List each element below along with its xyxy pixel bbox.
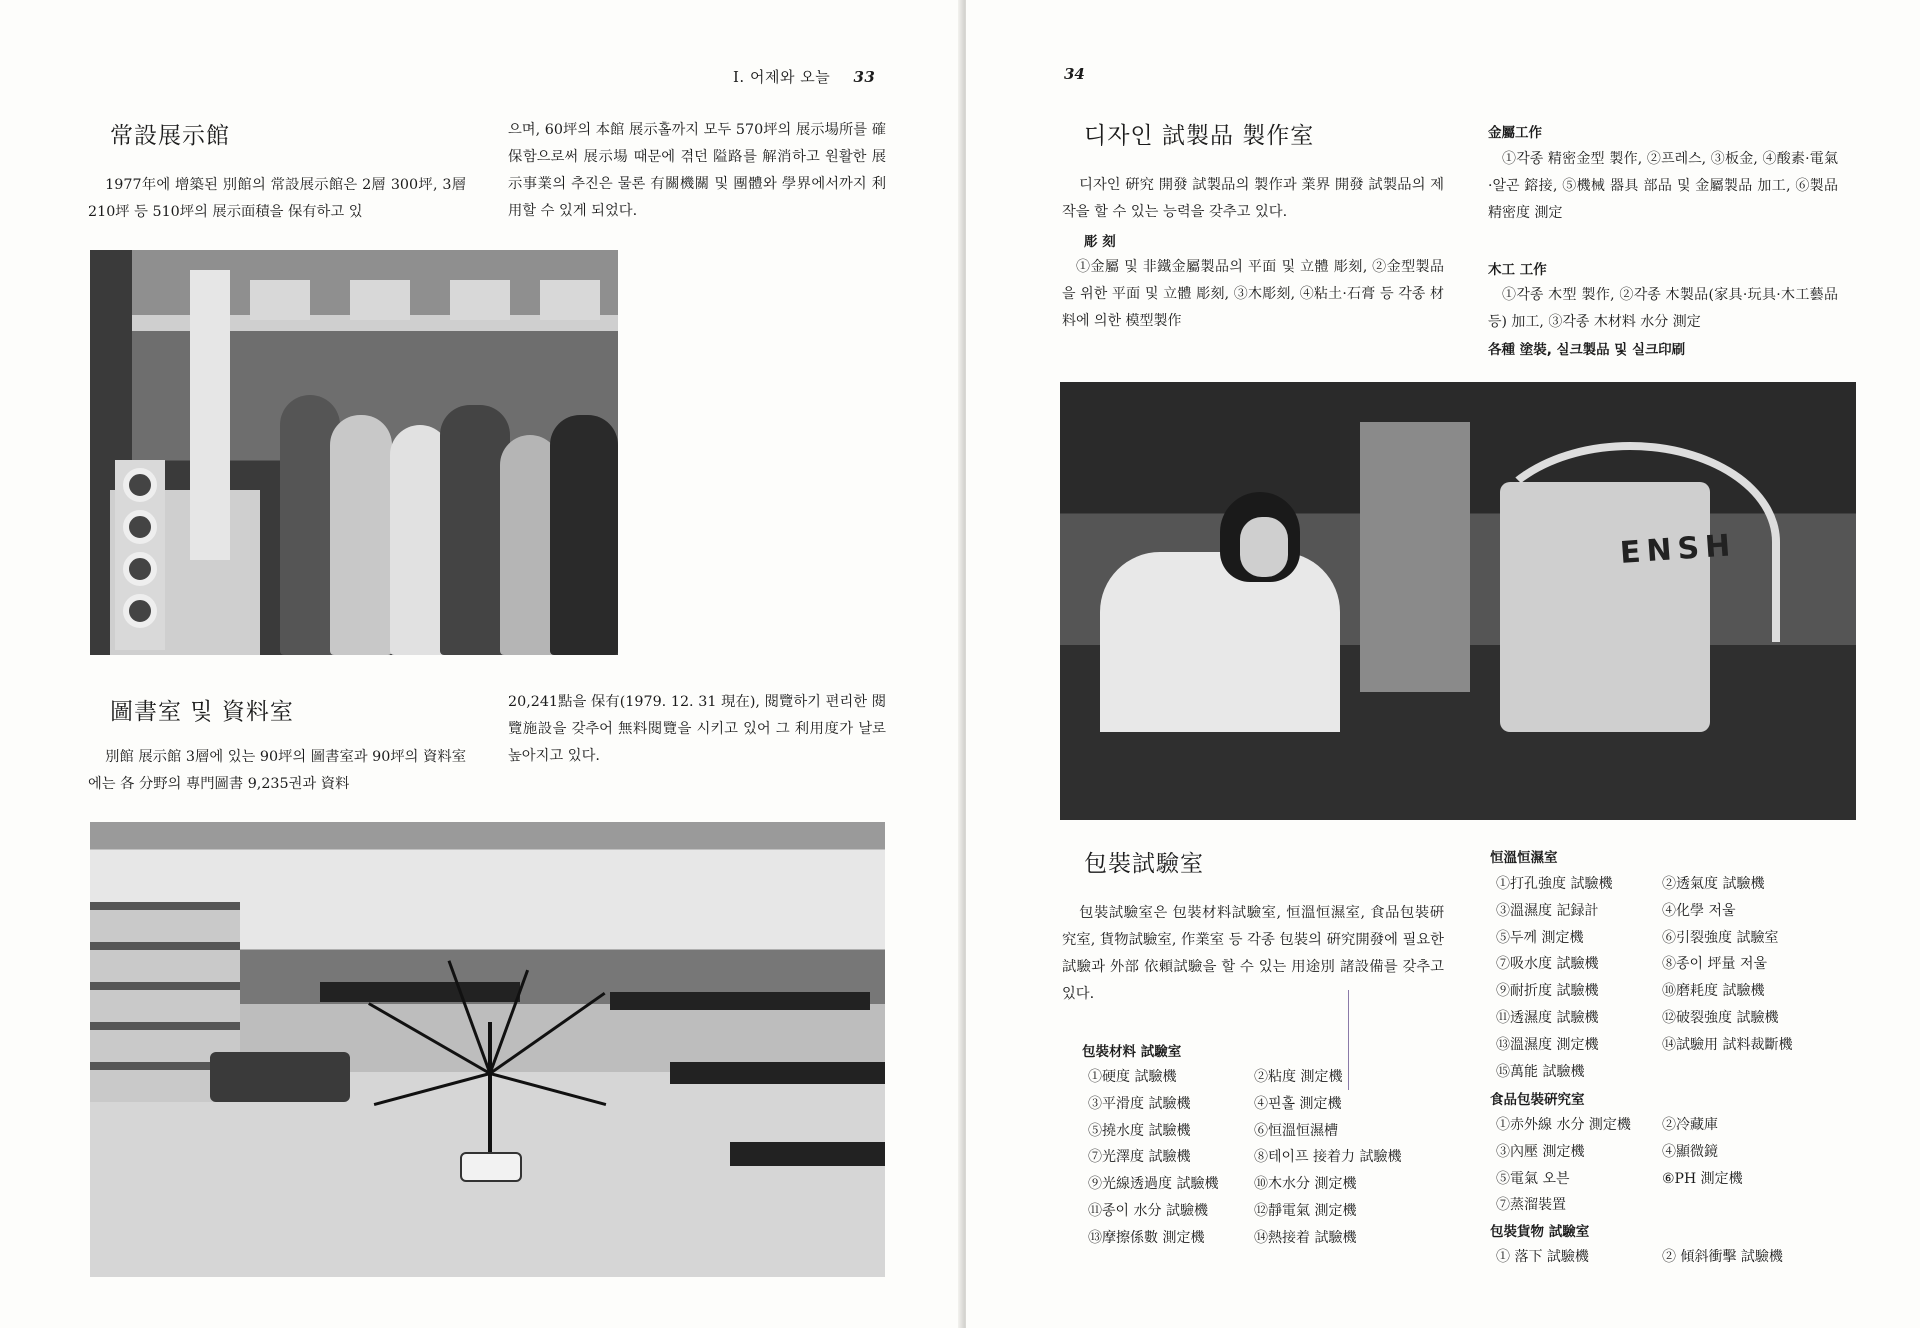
humidity-list-item: ⑦吸水度 試驗機 [1496,956,1599,973]
running-header [733,66,875,87]
section-title-exhibition: 常設展示館 [110,123,230,149]
materials-list-item: ⑧테이프 接着力 試驗機 [1254,1149,1402,1166]
photo-workshop [1060,382,1856,820]
section-title-design: 디자인 試製品 製作室 [1084,123,1315,149]
materials-list-item: ⑥恒溫恒濕槽 [1254,1122,1338,1139]
section-title-packaging: 包裝試驗室 [1084,851,1204,877]
page-number: 34 [1064,65,1085,83]
humidity-heading: 恒溫恒濕室 [1490,850,1558,866]
materials-list-item: ③平滑度 試驗機 [1088,1095,1191,1112]
page-number: 33 [853,68,876,86]
plant-pot [460,1152,522,1182]
engraving-heading: 彫 刻 [1084,234,1116,250]
food-list-item: ⑥PH 測定機 [1662,1170,1743,1187]
materials-list-item: ④핀홀 測定機 [1254,1095,1342,1112]
cargo-list-item: ② 傾斜衝擊 試驗機 [1662,1249,1783,1265]
food-list-item: ②冷藏庫 [1662,1117,1718,1133]
food-list-item: ⑤電氣 오븐 [1496,1170,1570,1187]
speaker-object [115,460,165,650]
food-list [1496,1112,1852,1219]
materials-list [1088,1064,1454,1252]
photo-exhibition-hall [90,250,618,655]
exhibition-text-col2: 으며, 60坪의 本館 展示홀까지 모두 570坪의 展示場所를 確保함으로써 展示場 때문에 겪던 隘路를 解消하고 원활한 展示事業의 추진은 물론 有關機關 및 團體와 學界에서까지 利用할 수 있게 되었다. [508,122,886,219]
cargo-list [1496,1244,1852,1271]
food-list-item: ③內壓 測定機 [1496,1143,1585,1160]
humidity-list-item: ①打孔強度 試驗機 [1496,876,1613,892]
page-right [966,0,1920,1328]
materials-heading: 包裝材料 試驗室 [1082,1044,1182,1060]
humidity-list-item: ③溫濕度 記録計 [1496,902,1599,919]
engraving-text: ①金屬 및 非鐵金屬製品의 平面 및 立體 彫刻, ②金型製品을 위한 平面 및 立體 彫刻, ③木彫刻, ④粘土·石膏 등 각종 材料에 의한 模型製作 [1062,259,1444,329]
materials-list-item: ①硬度 試驗機 [1088,1069,1177,1085]
wood-heading: 木工 工作 [1488,262,1547,278]
cargo-heading: 包裝貨物 試驗室 [1490,1224,1590,1240]
section-title-library: 圖書室 및 資料室 [110,699,294,725]
wood-extra: 各種 塗裝, 실크製品 및 실크印刷 [1488,342,1686,358]
cargo-list-item: ① 落下 試驗機 [1496,1249,1589,1265]
metal-heading: 金屬工作 [1488,125,1542,141]
humidity-list-item: ④化學 저울 [1662,902,1736,919]
humidity-list [1496,871,1852,1085]
humidity-list-item: ⑩磨耗度 試驗機 [1662,983,1765,1000]
humidity-list-item: ⑮萬能 試驗機 [1496,1063,1585,1080]
humidity-list-item: ②透氣度 試驗機 [1662,876,1765,892]
materials-list-item: ⑭熱接着 試驗機 [1254,1229,1357,1246]
humidity-list-item: ⑥引裂強度 試驗室 [1662,929,1779,946]
chapter-title: Ⅰ. 어제와 오늘 [733,68,831,86]
exhibition-text-col1: 1977年에 增築된 別館의 常設展示館은 2層 300坪, 3層 210坪 등 510坪의 展示面積을 保有하고 있 [88,177,466,220]
materials-list-item: ⑪종이 水分 試驗機 [1088,1202,1208,1219]
materials-list-item: ②粘度 測定機 [1254,1069,1343,1085]
food-heading: 食品包裝硏究室 [1490,1092,1585,1108]
materials-list-item: ⑤撓水度 試驗機 [1088,1122,1191,1139]
wood-text: ①각종 木型 製作, ②각종 木製品(家具·玩具·木工藝品 등) 加工, ③각종 木材料 水分 測定 [1488,287,1838,330]
humidity-list-item: ⑬溫濕度 測定機 [1496,1036,1599,1053]
photo-library-room [90,822,885,1277]
library-text-col1: 別館 展示館 3層에 있는 90坪의 圖書室과 90坪의 資料室에는 各 分野의 專門圖書 9,235권과 資料 [88,749,466,792]
humidity-list-item: ⑧종이 坪量 저울 [1662,956,1767,973]
humidity-list-item: ⑫破裂強度 試驗機 [1662,1009,1779,1026]
design-intro: 디자인 硏究 開發 試製品의 製作과 業界 開發 試製品의 제작을 할 수 있는 능력을 갖추고 있다. [1062,177,1444,220]
materials-list-item: ⑬摩擦係數 測定機 [1088,1229,1205,1246]
materials-list-item: ⑫靜電氣 測定機 [1254,1202,1357,1219]
humidity-list-item: ⑪透濕度 試驗機 [1496,1009,1599,1026]
food-list-item: ④顯微鏡 [1662,1143,1718,1160]
library-text-col2: 20,241點을 保有(1979. 12. 31 現在), 閱覽하기 편리한 閱覽施設을 갖추어 無料閱覽을 시키고 있어 그 利用度가 날로 높아지고 있다. [508,694,886,764]
machine-brand-mark: ENSH [1618,527,1738,572]
humidity-list-item: ⑤두께 測定機 [1496,929,1584,946]
metal-text: ①각종 精密金型 製作, ②프레스, ③板金, ④酸素·電氣·알곤 鎔接, ⑤機械 器具 部品 및 金屬製品 加工, ⑥製品 精密度 測定 [1488,151,1838,221]
packaging-intro: 包裝試驗室은 包裝材料試驗室, 恒溫恒濕室, 食品包裝硏究室, 貨物試驗室, 作業室 등 각종 包裝의 硏究開發에 필요한 試驗과 外部 依頼試驗을 할 수 있는 用途別 諸設備를 갖추고 있다. [1062,905,1444,1002]
humidity-list-item: ⑭試驗用 試料裁斷機 [1662,1036,1793,1053]
materials-list-item: ⑨光線透過度 試驗機 [1088,1176,1219,1193]
materials-list-item: ⑩木水分 測定機 [1254,1176,1357,1193]
food-list-item: ⑦蒸溜裝置 [1496,1197,1566,1214]
food-list-item: ①赤外線 水分 測定機 [1496,1117,1631,1133]
humidity-list-item: ⑨耐折度 試驗機 [1496,983,1599,1000]
materials-list-item: ⑦光澤度 試驗機 [1088,1149,1191,1166]
